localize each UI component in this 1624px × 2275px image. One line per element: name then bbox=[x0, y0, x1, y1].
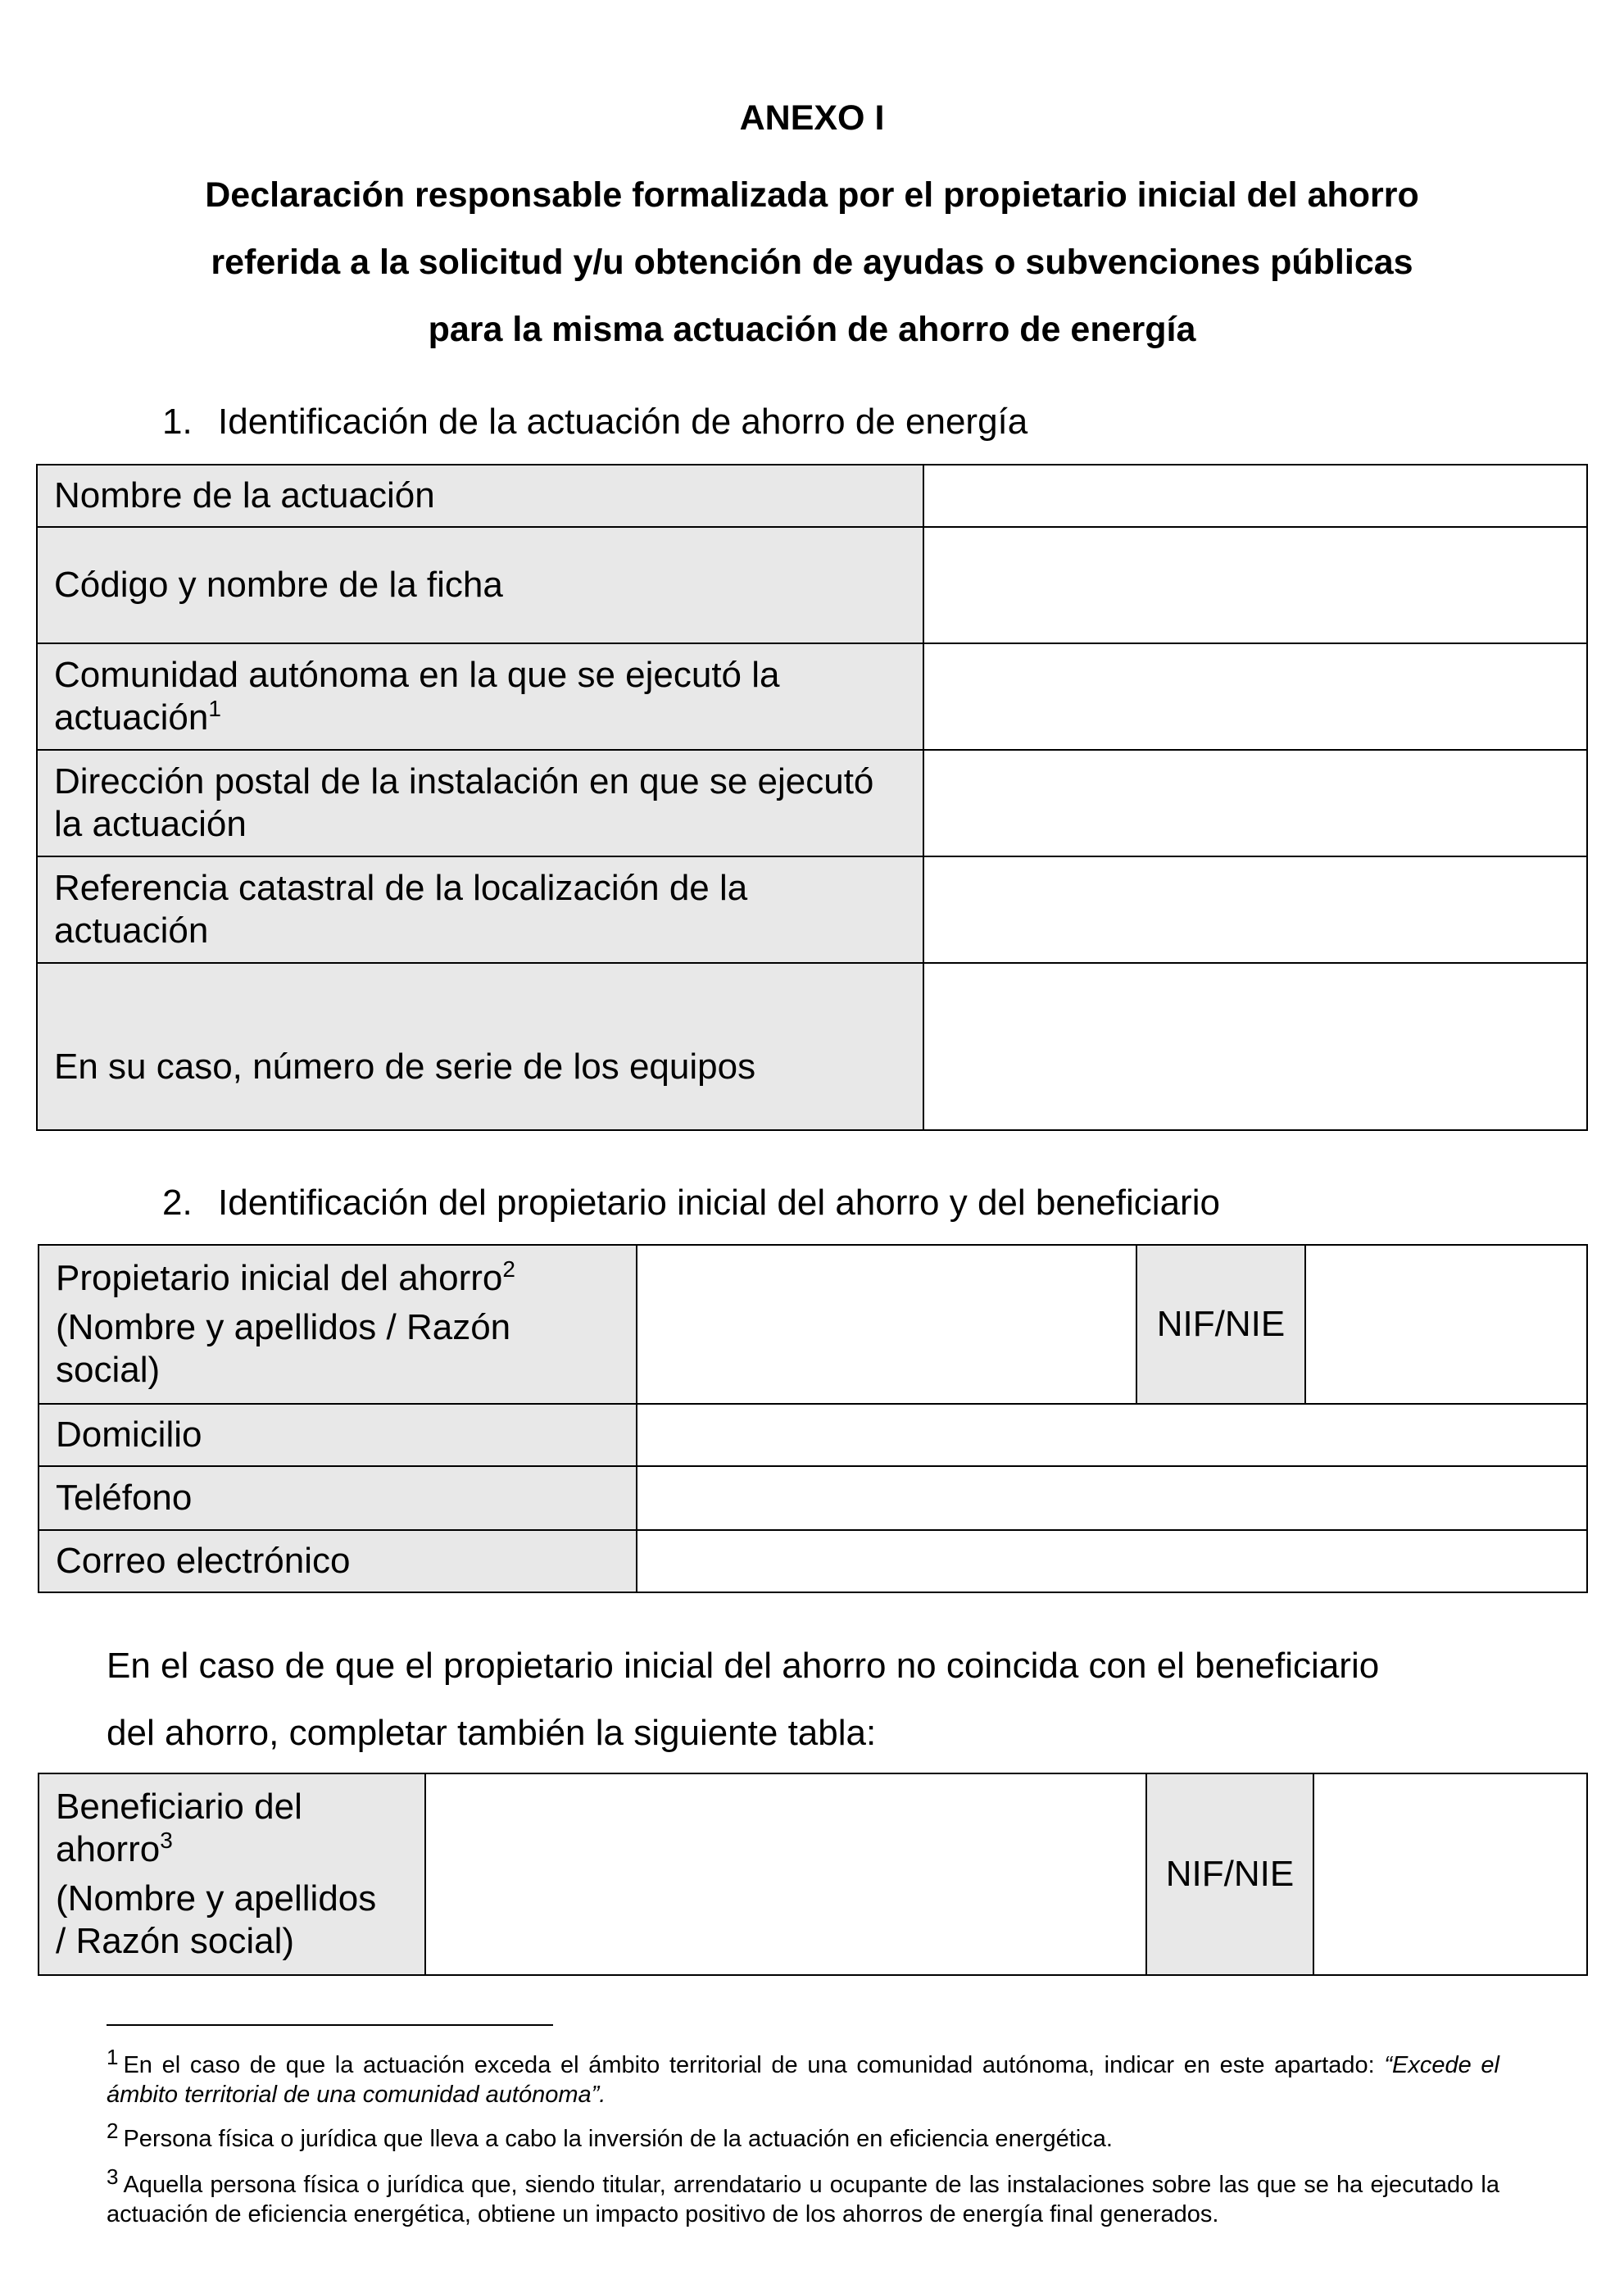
label-text-line-4: / Razón social) bbox=[56, 1921, 295, 1961]
label-postal-address bbox=[37, 750, 923, 856]
label-autonomous-community bbox=[37, 643, 923, 750]
declaration-title-line-2: referida a la solicitud y/u obtención de ayudas o subvenciones públicas bbox=[211, 243, 1413, 282]
postal-address-field[interactable] bbox=[923, 750, 1587, 856]
address-field[interactable] bbox=[637, 1404, 1587, 1466]
annex-title: ANEXO I bbox=[739, 98, 885, 138]
label-initial-owner bbox=[39, 1245, 637, 1404]
footnote-2-number: 2 bbox=[107, 2118, 119, 2143]
email-field[interactable] bbox=[637, 1530, 1587, 1592]
footnote-ref-2: 2 bbox=[502, 1256, 515, 1282]
label-text-line-1: Dirección postal de la instalación en que se ejecutó bbox=[54, 761, 874, 801]
footnote-2 bbox=[107, 2118, 1499, 2154]
label-email: Correo electrónico bbox=[39, 1530, 637, 1592]
table-row bbox=[37, 465, 1587, 527]
section-2-number: 2. bbox=[162, 1183, 193, 1223]
owner-identification-table bbox=[38, 1244, 1588, 1593]
label-text-line-1: Comunidad autónoma en la que se ejecutó la bbox=[54, 655, 780, 695]
label-cadastral-reference bbox=[37, 856, 923, 963]
declaration-title-line-3: para la misma actuación de ahorro de energía bbox=[428, 310, 1196, 349]
table-row bbox=[37, 856, 1587, 963]
label-text-line-2: actuación bbox=[54, 910, 209, 951]
footnote-1-italic: “Excede el ámbito territorial de una comunidad autónoma”. bbox=[107, 2052, 1499, 2108]
label-text-line-2: la actuación bbox=[54, 804, 247, 844]
section-1-heading-text: Identificación de la actuación de ahorro de energía bbox=[218, 402, 1028, 442]
label-text-line-2: ahorro bbox=[56, 1829, 161, 1869]
label-text-line-1: Referencia catastral de la localización de la bbox=[54, 868, 748, 908]
beneficiary-note-line-2: del ahorro, completar también la siguiente tabla: bbox=[107, 1713, 877, 1753]
table-row bbox=[39, 1530, 1587, 1592]
section-1-number: 1. bbox=[162, 402, 193, 442]
autonomous-community-field[interactable] bbox=[923, 643, 1587, 750]
footnote-1-number: 1 bbox=[107, 2045, 119, 2069]
cadastral-reference-field[interactable] bbox=[923, 856, 1587, 963]
table-row bbox=[39, 1773, 1587, 1975]
beneficiary-note-line-1: En el caso de que el propietario inicial del ahorro no coincida con el beneficiario bbox=[107, 1646, 1380, 1686]
serial-number-field[interactable] bbox=[923, 963, 1587, 1130]
table-row bbox=[37, 750, 1587, 856]
label-text-line-2: actuación bbox=[54, 697, 209, 738]
action-name-field[interactable] bbox=[923, 465, 1587, 527]
beneficiary-name-field[interactable] bbox=[425, 1773, 1146, 1975]
section-2-heading bbox=[162, 1183, 1220, 1224]
footnote-3-text: Aquella persona física o jurídica que, siendo titular, arrendatario u ocupante de las instalaciones sobre las que se ha ejecutado la actuación de eficiencia energética, obtiene un impacto positivo de los ahorros de energía final generados. bbox=[107, 2172, 1499, 2227]
section-1-heading bbox=[162, 402, 1027, 443]
label-text: Código y nombre de la ficha bbox=[54, 565, 503, 605]
beneficiary-nif-field[interactable] bbox=[1313, 1773, 1587, 1975]
table-row bbox=[39, 1466, 1587, 1530]
label-phone: Teléfono bbox=[39, 1466, 637, 1530]
table-row bbox=[37, 527, 1587, 643]
beneficiary-nif-label: NIF/NIE bbox=[1146, 1773, 1313, 1975]
footnote-ref-3: 3 bbox=[160, 1828, 173, 1853]
beneficiary-table bbox=[38, 1773, 1588, 1976]
label-text: Nombre de la actuación bbox=[54, 475, 435, 515]
table-row bbox=[37, 963, 1587, 1130]
initial-owner-name-field[interactable] bbox=[637, 1245, 1136, 1404]
label-text-line-1: Propietario inicial del ahorro bbox=[56, 1258, 503, 1298]
declaration-title-line-1: Declaración responsable formalizada por el propietario inicial del ahorro bbox=[205, 175, 1419, 215]
label-sheet-code bbox=[37, 527, 923, 643]
label-beneficiary bbox=[39, 1773, 425, 1975]
table-row bbox=[39, 1245, 1587, 1404]
label-text-line-2: (Nombre y apellidos / Razón bbox=[56, 1307, 511, 1347]
label-address: Domicilio bbox=[39, 1404, 637, 1466]
footnote-2-text: Persona física o jurídica que lleva a cabo la inversión de la actuación en eficiencia energética. bbox=[123, 2126, 1113, 2152]
label-action-name bbox=[37, 465, 923, 527]
action-identification-table bbox=[36, 464, 1588, 1131]
label-serial-number bbox=[37, 963, 923, 1130]
footnote-1 bbox=[107, 2045, 1499, 2109]
footnote-separator bbox=[107, 2024, 553, 2026]
footnote-3 bbox=[107, 2164, 1499, 2229]
footnote-1-text: En el caso de que la actuación exceda el ámbito territorial de una comunidad autónoma, indicar en este apartado: bbox=[123, 2052, 1375, 2078]
owner-nif-label: NIF/NIE bbox=[1136, 1245, 1305, 1404]
table-row bbox=[37, 643, 1587, 750]
owner-nif-field[interactable] bbox=[1305, 1245, 1587, 1404]
table-row bbox=[39, 1404, 1587, 1466]
section-2-heading-text: Identificación del propietario inicial del ahorro y del beneficiario bbox=[218, 1183, 1220, 1223]
footnote-ref-1: 1 bbox=[208, 696, 221, 721]
label-text-line-1: Beneficiario del bbox=[56, 1787, 302, 1827]
label-text: En su caso, número de serie de los equipos bbox=[54, 1047, 756, 1087]
footnote-3-number: 3 bbox=[107, 2164, 119, 2189]
label-text-line-3: social) bbox=[56, 1350, 161, 1390]
label-text-line-3: (Nombre y apellidos bbox=[56, 1878, 377, 1919]
phone-field[interactable] bbox=[637, 1466, 1587, 1530]
sheet-code-field[interactable] bbox=[923, 527, 1587, 643]
